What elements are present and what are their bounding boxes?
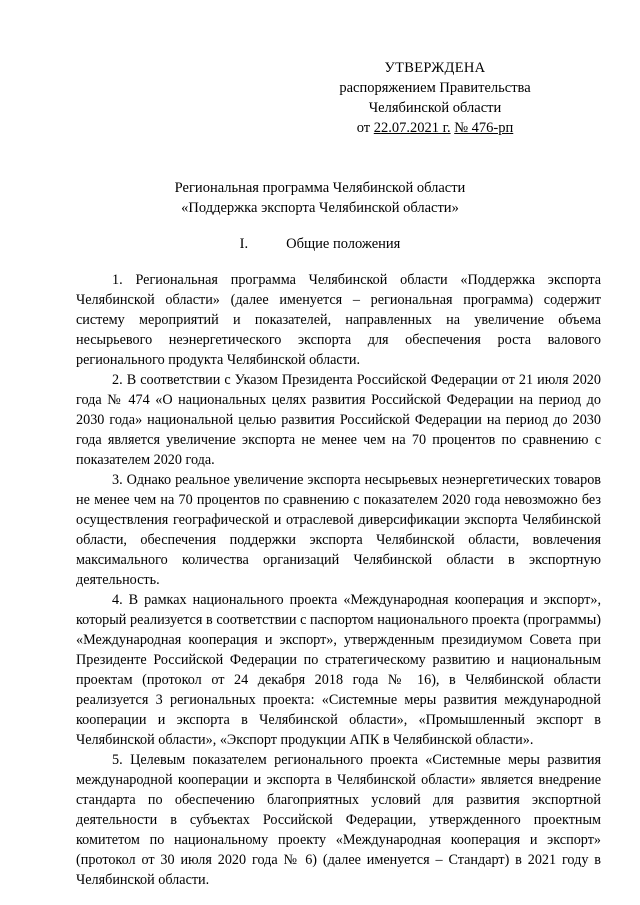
section-number: I. [239,236,249,252]
approval-date: 22.07.2021 г. [373,120,451,136]
document-body [76,270,601,890]
approval-prefix: от [356,120,371,136]
section-label: Общие положения [286,236,401,252]
approval-heading: УТВЕРЖДЕНА [384,60,486,76]
paragraph-4: 4. В рамках национального проекта «Международная кооперация и экспорт», который реализуется в соответствии с паспортом национального проекта (программы) «Международная кооперация и экспорт», утвержденным президиумом Совета при Президенте Российской Федерации по стратегическому развитию и национальным проектам (протокол от 24 декабря 2018 года № 16), в Челябинской области реализуется 3 региональных проекта: «Системные меры развития международной кооперации и экспорта в Челябинской области», «Промышленный экспорт в Челябинской области», «Экспорт продукции АПК в Челябинской области». [76,592,601,748]
title-line-1: Региональная программа Челябинской области [174,180,466,196]
document-title [0,178,640,218]
paragraph-1: 1. Региональная программа Челябинской области «Поддержка экспорта Челябинской области» (далее именуется – региональная программа) содержит систему мероприятий и показателей, направленных на увеличение объема несырьевого неэнергетического экспорта для обеспечения роста валового регионального продукта Челябинской области. [76,272,601,368]
paragraph-5: 5. Целевым показателем регионального проекта «Системные меры развития международной кооперации и экспорта в Челябинской области» является внедрение стандарта по обеспечению благоприятных условий для развития экспортной деятельности в субъектах Российской Федерации, утвержденного проектным комитетом по национальному проекту «Международная кооперация и экспорт» (протокол от 30 июля 2020 года № 6) (далее именуется – Стандарт) в 2021 году в Челябинской области. [76,752,601,888]
paragraph-3: 3. Однако реальное увеличение экспорта несырьевых неэнергетических товаров не менее чем на 70 процентов по сравнению с показателем 2020 года невозможно без осуществления географической и отраслевой диверсификации экспорта Челябинской области, обеспечения поддержки экспорта Челябинской области, вовлечения максимального количества организаций Челябинской области в экспортную деятельность. [76,472,601,588]
approval-block [305,58,565,138]
approval-authority: распоряжением Правительства [339,80,531,96]
paragraph-2: 2. В соответствии с Указом Президента Российской Федерации от 21 июля 2020 года № 474 «О национальных целях развития Российской Федерации на период до 2030 года» национальной целью развития Российской Федерации на период до 2030 года является увеличение экспорта не менее чем на 70 процентов по сравнению с показателем 2020 года. [76,372,601,468]
section-heading [0,234,640,254]
approval-number: № 476-рп [454,120,514,136]
title-line-2: «Поддержка экспорта Челябинской области» [181,200,459,216]
approval-region: Челябинской области [368,100,502,116]
approval-date-line [305,118,565,138]
